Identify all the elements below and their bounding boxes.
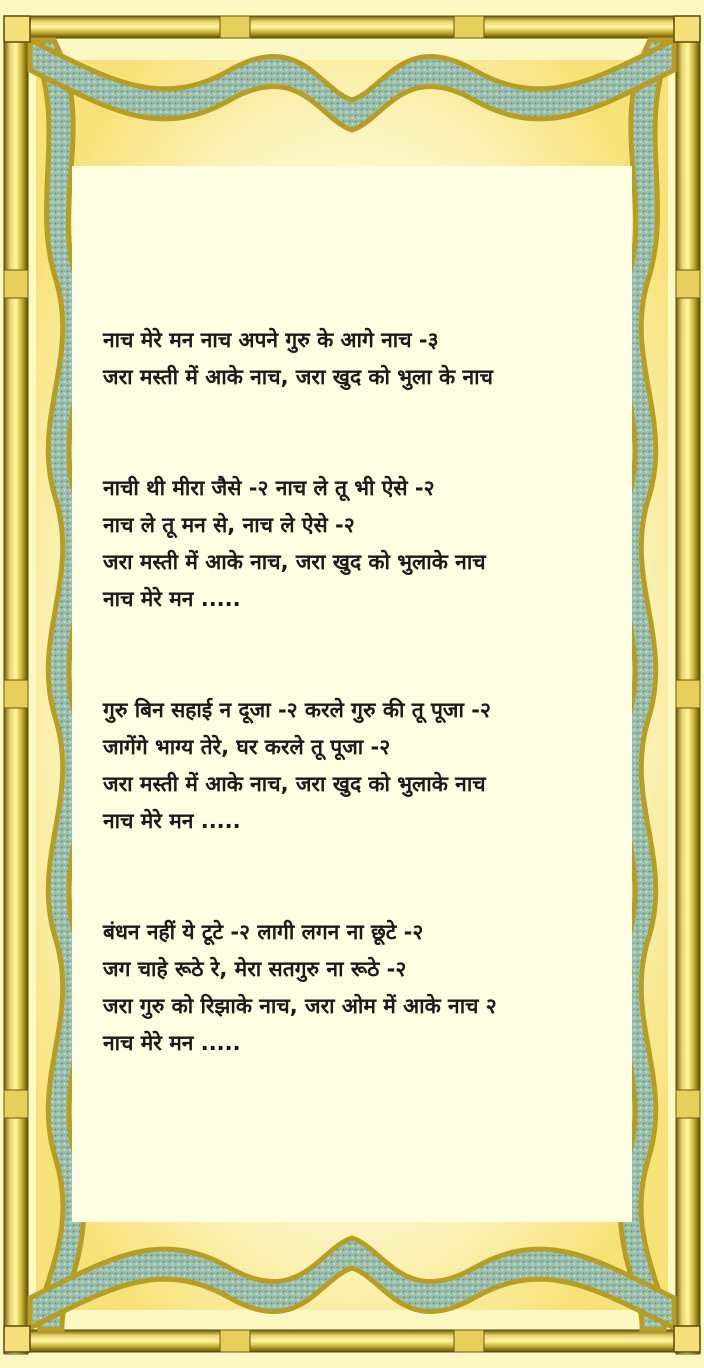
lyric-line: नाच ले तू मन से, नाच ले ऐसे -२ (103, 513, 355, 537)
lyric-line: गुरु बिन सहाई न दूजा -२ करले गुरु की तू पूजा -२ (103, 698, 491, 722)
lyric-line: जग चाहे रूठे रे, मेरा सतगुरु ना रूठे -२ (103, 957, 407, 981)
stanza-2 (103, 470, 643, 618)
stanza-3 (103, 692, 643, 840)
stanza-4 (103, 914, 643, 1062)
lyric-line: जरा गुरु को रिझाके नाच, जरा ओम में आके नाच २ (103, 994, 497, 1018)
stanza-1 (103, 322, 643, 396)
lyric-line: नाच मेरे मन ..... (103, 1031, 241, 1055)
lyric-line: जागेंगे भाग्य तेरे, घर करले तू पूजा -२ (103, 735, 391, 759)
lyric-line: नाची थी मीरा जैसे -२ नाच ले तू भी ऐसे -२ (103, 476, 435, 500)
lyric-line: नाच मेरे मन नाच अपने गुरु के आगे नाच -३ (103, 328, 439, 352)
lyric-line: नाच मेरे मन ..... (103, 587, 241, 611)
lyric-line: नाच मेरे मन ..... (103, 809, 241, 833)
lyric-line: जरा मस्ती में आके नाच, जरा खुद को भुलाके नाच (103, 772, 486, 796)
lyrics-text (103, 322, 643, 1062)
lyric-line: जरा मस्ती में आके नाच, जरा खुद को भुला के नाच (103, 365, 493, 389)
lyric-line: जरा मस्ती में आके नाच, जरा खुद को भुलाके नाच (103, 550, 486, 574)
lyric-line: बंधन नहीं ये टूटे -२ लागी लगन ना छूटे -२ (103, 920, 424, 944)
